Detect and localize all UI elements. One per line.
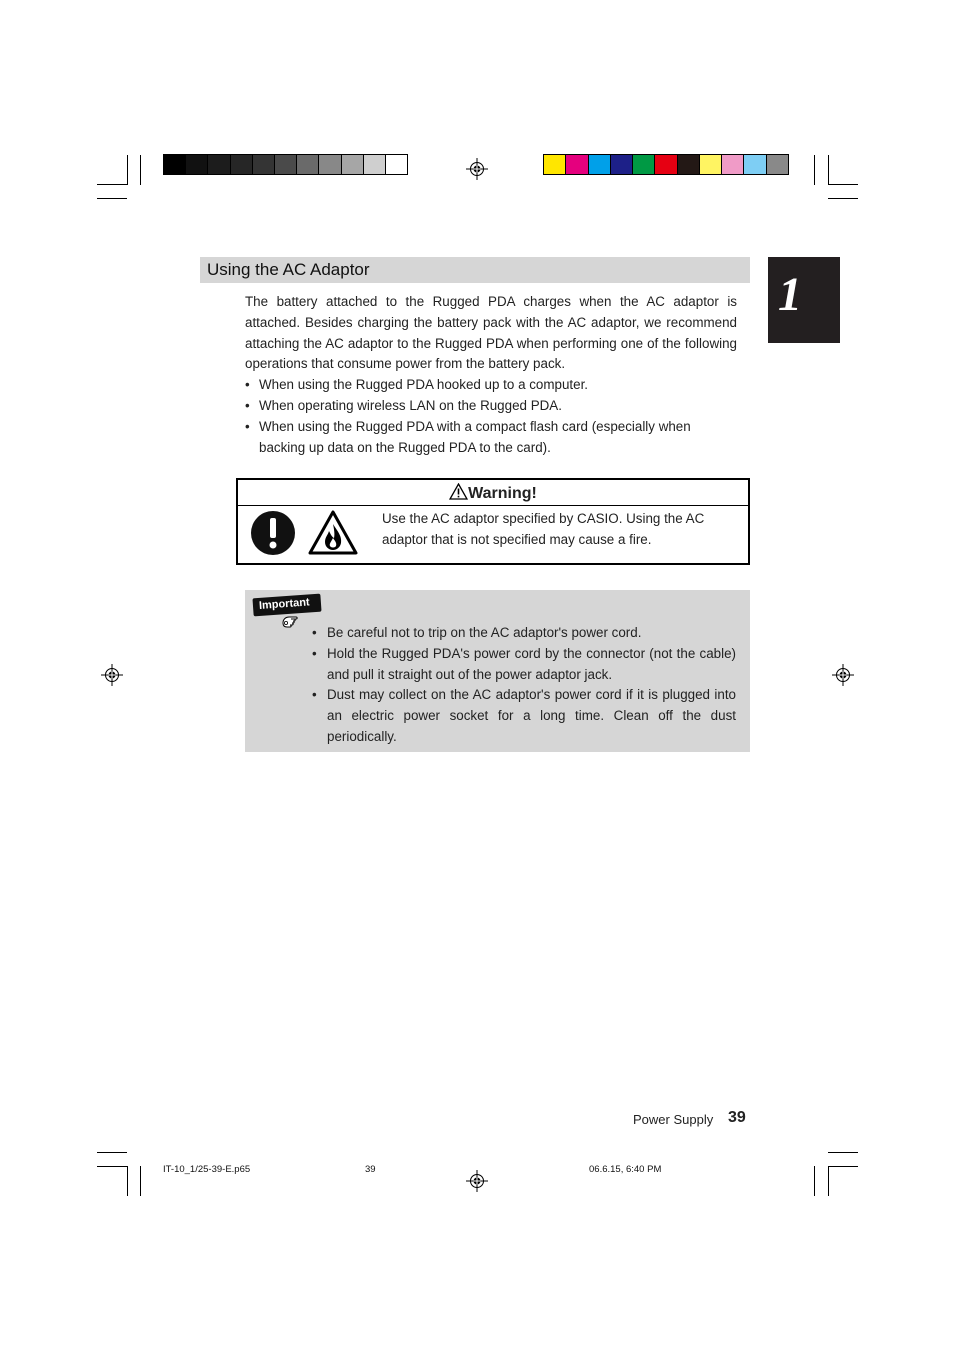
- registration-target-icon: [466, 158, 488, 180]
- color-swatch: [589, 155, 611, 174]
- color-swatch: [208, 155, 230, 174]
- slug-page: 39: [365, 1164, 376, 1175]
- color-swatch: [275, 155, 297, 174]
- pointing-hand-icon: [281, 615, 299, 631]
- color-swatch: [633, 155, 655, 174]
- color-swatch: [767, 155, 788, 174]
- fire-hazard-icon: [308, 510, 358, 555]
- color-swatch: [700, 155, 722, 174]
- color-swatch: [342, 155, 364, 174]
- warning-title: Warning!: [468, 485, 537, 502]
- color-swatch: [722, 155, 744, 174]
- registration-target-icon: [832, 664, 854, 686]
- list-item: • Hold the Rugged PDA's power cord by the connector (not the cable) and pull it straight out of the power adaptor jack.: [312, 645, 736, 682]
- important-label: Important: [258, 596, 311, 612]
- list-item: • Be careful not to trip on the AC adaptor's power cord.: [312, 625, 642, 640]
- color-swatch: [566, 155, 588, 174]
- color-swatch: [364, 155, 386, 174]
- important-bullet-list: [312, 623, 736, 748]
- registration-target-icon: [101, 664, 123, 686]
- chapter-tab: [768, 257, 840, 343]
- color-swatch: [186, 155, 208, 174]
- color-swatch: [386, 155, 407, 174]
- color-swatch: [544, 155, 566, 174]
- color-swatch: [164, 155, 186, 174]
- color-swatch: [611, 155, 633, 174]
- slug-filename: IT-10_1/25-39-E.p65: [163, 1164, 251, 1175]
- slug-timestamp: 06.6.15, 6:40 PM: [589, 1164, 662, 1175]
- intro-paragraph: The battery attached to the Rugged PDA charges when the AC adaptor is attached. Besides charging the battery pack with the AC adaptor, we recommend attaching the AC adaptor to the Rugged PDA when performing one of the following operations that consume power from the battery pack.: [245, 294, 737, 372]
- registration-target-icon: [466, 1170, 488, 1192]
- warning-text: Use the AC adaptor specified by CASIO. Using the AC adaptor that is not specified may cause a fire.: [382, 511, 705, 547]
- color-swatch: [297, 155, 319, 174]
- list-item: • When operating wireless LAN on the Rugged PDA.: [245, 397, 562, 413]
- color-swatch: [678, 155, 700, 174]
- section-heading: Using the AC Adaptor: [207, 260, 370, 279]
- color-swatch: [655, 155, 677, 174]
- warning-triangle-icon: [449, 483, 468, 500]
- section-heading-bar: [200, 257, 750, 283]
- color-swatch: [319, 155, 341, 174]
- exclamation-icon: [250, 510, 296, 556]
- warning-header: [238, 480, 748, 506]
- section-body: [245, 292, 737, 458]
- page-number: 39: [728, 1109, 746, 1126]
- color-swatch: [231, 155, 253, 174]
- list-item: • When using the Rugged PDA hooked up to a computer.: [245, 377, 589, 393]
- list-item: • Dust may collect on the AC adaptor's power cord if it is plugged into an electric power socket for a long time. Clean off the dust periodically.: [312, 687, 736, 744]
- chapter-number: 1: [778, 268, 802, 321]
- usage-bullet-list: [245, 375, 737, 458]
- footer-section-name: Power Supply: [633, 1112, 714, 1127]
- grayscale-registration-bar: [163, 154, 408, 175]
- list-item: • When using the Rugged PDA with a compact flash card (especially when backing up data on the Rugged PDA to the card).: [245, 418, 691, 455]
- color-swatch: [744, 155, 766, 174]
- important-badge: [252, 594, 321, 617]
- warning-box: [236, 478, 750, 565]
- color-registration-bar: [543, 154, 789, 175]
- important-box: [245, 590, 750, 752]
- color-swatch: [253, 155, 275, 174]
